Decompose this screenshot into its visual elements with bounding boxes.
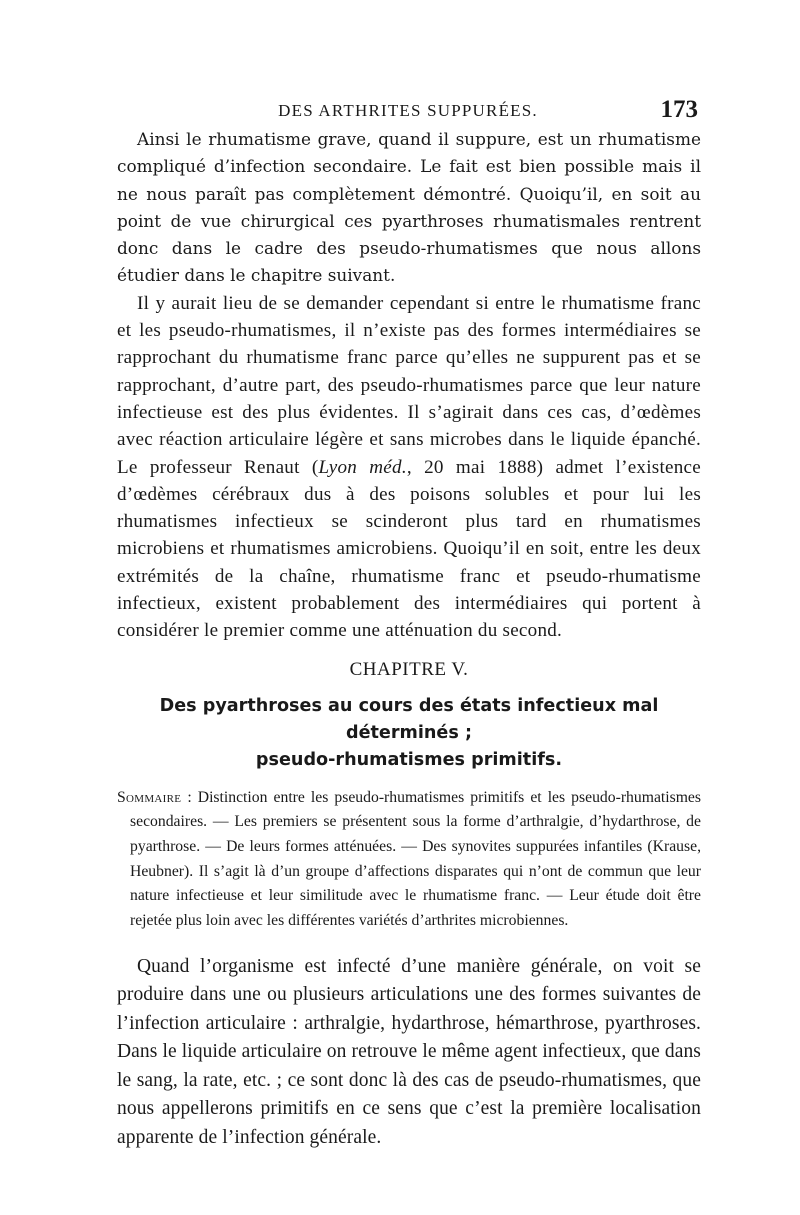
page-body <box>117 126 701 1152</box>
paragraph-formes-intermediaires <box>117 290 701 645</box>
chapter-title-line: Des pyarthroses au cours des états infectieux mal déterminés ; <box>159 695 659 743</box>
chapter-summary <box>117 786 701 934</box>
chapter-title <box>117 693 701 774</box>
page-number: 173 <box>660 96 698 123</box>
running-head <box>118 96 698 126</box>
running-head-title: DES ARTHRITES SUPPURÉES. <box>278 101 538 120</box>
chapter-title-line: pseudo-rhumatismes primitifs. <box>255 749 563 770</box>
paragraph-text: , 20 mai 1888) admet l’existence d’œdèmes cérébraux dus à des poisons solubles et pour lui les rhumatismes infectieux se scinderont plus tard en rhumatismes microbiens et rhumatismes amicrobiens. Quoiqu’il en soit, entre les deux extrémités de la chaîne, rhumatisme franc et pseudo-rhumatisme infectieux, existent probablement des intermédiaires qui portent à considérer le premier comme une atténuation du second. <box>117 456 701 642</box>
paragraph-rhumatisme-grave: Ainsi le rhumatisme grave, quand il suppure, est un rhumatisme compliqué d’infection secondaire. Le fait est bien possible mais il ne nous paraît pas complètement démontré. Quoiqu’il, en soit au point de vue chirurgical ces pyarthroses rhumatismales rentrent donc dans le cadre des pseudo-rhumatismes que nous allons étudier dans le chapitre suivant. <box>117 129 701 286</box>
citation-italic: Lyon méd. <box>318 456 407 478</box>
summary-label: Sommaire <box>117 788 182 806</box>
chapter-number: CHAPITRE V. <box>349 658 469 680</box>
paragraph-organisme-infecte: Quand l’organisme est infecté d’une manière générale, on voit se produire dans une ou plusieurs articulations une des formes suivantes de l’infection articulaire : arthralgie, hydarthrose, hémarthrose, pyarthroses. Dans le liquide articulaire on retrouve le même agent infectieux, que dans le sang, la rate, etc. ; ce sont donc là des cas de pseudo-rhumatismes, que nous appellerons primitifs en ce sens que c’est la première localisation apparente de l’infection générale. <box>117 955 701 1148</box>
paragraph-text: Il y aurait lieu de se demander cependant si entre le rhumatisme franc et les pseudo-rhumatismes, il n’existe pas des formes intermédiaires se rapprochant du rhumatisme franc parce qu’elles ne suppurent pas et se rapprochant, d’autre part, des pseudo-rhumatismes parce que leur nature infectieuse est des plus évidentes. Il s’agirait dans ces cas, d’œdèmes avec réaction articulaire légère et sans microbes dans le liquide épanché. Le professeur Renaut ( <box>117 292 701 478</box>
summary-text: : Distinction entre les pseudo-rhumatismes primitifs et les pseudo-rhumatismes secondaires. — Les premiers se présentent sous la forme d’arthralgie, d’hydarthrose, de pyarthrose. — De leurs formes atténuées. — Des synovites suppurées infantiles (Krause, Heubner). Il s’agit là d’un groupe d’affections disparates qui n’ont de commun que leur nature infectieuse et leur similitude avec le rhumatisme franc. — Leur étude doit être rejetée plus loin avec les différentes variétés d’arthrites microbiennes. <box>130 788 701 930</box>
